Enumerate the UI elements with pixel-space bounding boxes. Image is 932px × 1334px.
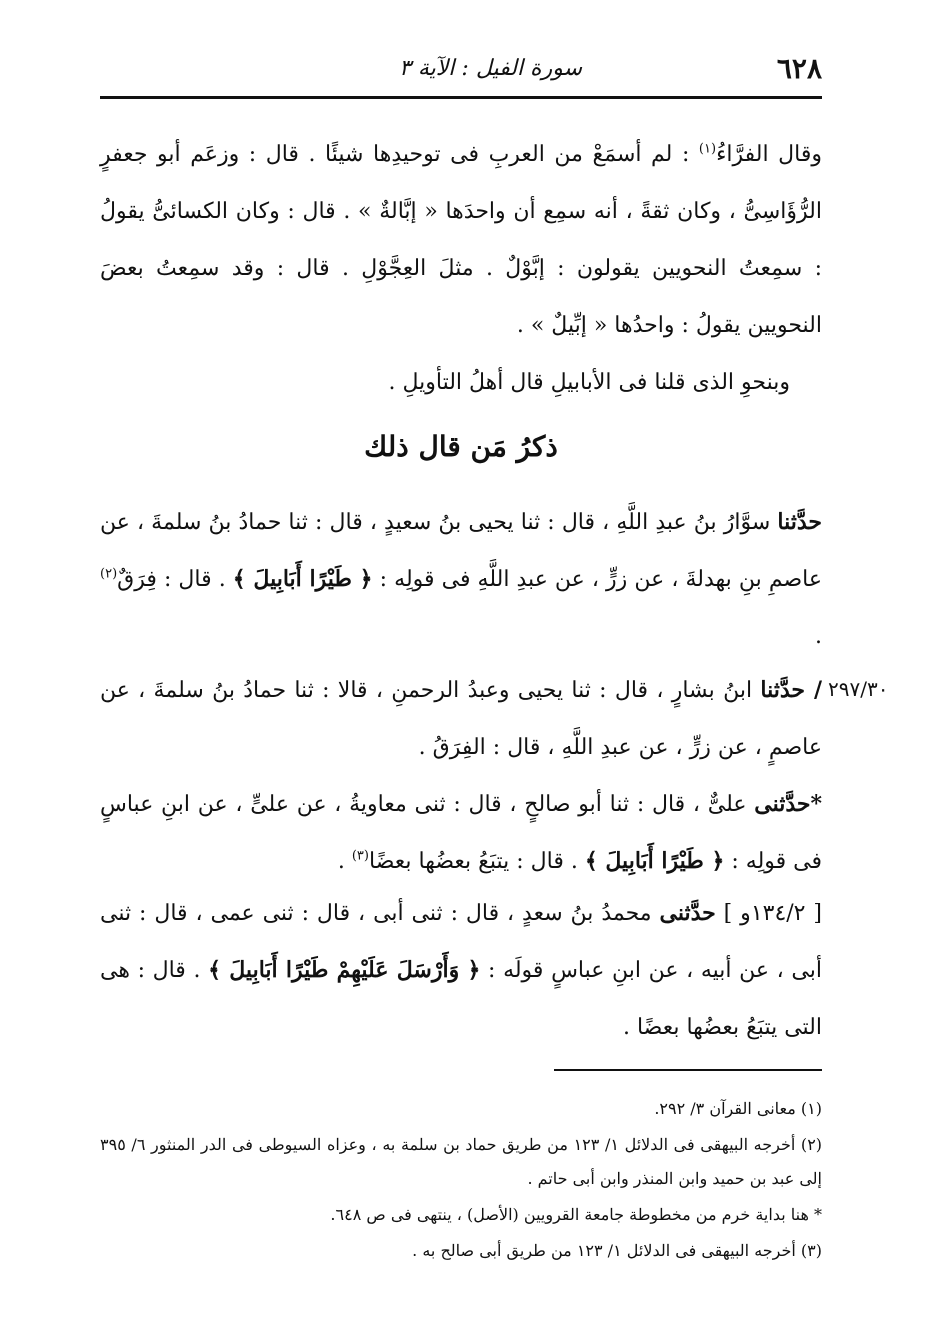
footnote-2: (٢) أخرجه البيهقى فى الدلائل ١/ ١٢٣ من طريق حماد بن سلمة به ، وعزاه السيوطى فى الدر المنثور ٦/ ٣٩٥ إلى عبد بن حميد وابن المنذر وابن أبى حاتم .	[100, 1135, 823, 1188]
paragraph-text: وبنحوِ الذى قلنا فى الأبابيلِ قال أهلُ التأويلِ .	[388, 370, 790, 395]
footnote-ref-1[interactable]: (١)	[698, 141, 717, 157]
paragraph-text: سوَّارُ بنُ عبدِ اللَّهِ ، قال : ثنا يحيى بنُ سعيدٍ ، قال : ثنا حمادُ بنُ سلمةَ ، عن عاصمِ بنِ بهدلةَ ، عن زرٍّ ، عن عبدِ اللَّهِ فى قولِه :	[100, 510, 822, 592]
quran-quote: ﴿ طَيْرًا أَبَابِيلَ ﴾	[584, 848, 725, 874]
hadith-3	[100, 776, 822, 890]
page-break-slash: /	[805, 677, 822, 703]
paragraph-tawil	[100, 354, 822, 411]
paragraph-text: .	[337, 849, 352, 874]
manuscript-ref: [ ١٣٤/٢و ]	[715, 901, 822, 926]
paragraph-text: .	[815, 624, 822, 649]
isnad-lead: حدَّثنا	[760, 677, 805, 703]
paragraph-text: علىٌّ ، قال : ثنا أبو صالحٍ ، قال : ثنى معاويةُ ، عن علىٍّ ، عن ابنِ عباسٍ فى قولِه :	[100, 792, 822, 874]
hadith-1	[100, 494, 822, 665]
footnote-1: (١) معانى القرآن ٣/ ٢٩٢.	[654, 1099, 822, 1118]
paragraph-farra	[100, 126, 822, 354]
isnad-lead: حدَّثنى	[754, 791, 811, 817]
footnote-3: (٣) أخرجه البيهقى فى الدلائل ١/ ١٢٣ من طريق أبى صالح به .	[412, 1241, 822, 1260]
footnote-asterisk: * هنا بداية خرم من مخطوطة جامعة القرويين (الأصل) ، ينتهى فى ص ٦٤٨.	[330, 1205, 822, 1224]
section-heading: ذكرُ مَن قال ذلك	[364, 430, 558, 463]
paragraph-text: وقال الفرَّاءُ	[716, 142, 822, 167]
footnote-ref-3[interactable]: (٣)	[351, 848, 369, 864]
paragraph-text: محمدُ بنُ سعدٍ ، قال : ثنى أبى ، قال : ثنى عمى ، قال : ثنى أبى ، عن أبيه ، عن ابنِ عباسٍ قولَه :	[100, 901, 822, 983]
quran-quote: ﴿ وَأَرْسَلَ عَلَيْهِمْ طَيْرًا أَبَابِيلَ ﴾	[208, 957, 481, 983]
footnote-ref-2[interactable]: (٢)	[100, 566, 118, 582]
running-title: سورة الفيل : الآية ٣	[399, 56, 582, 81]
isnad-lead: حدَّثنى	[659, 900, 716, 926]
footnote-rule	[554, 1069, 822, 1071]
quran-quote: ﴿ طَيْرًا أَبَابِيلَ ﴾	[232, 566, 373, 592]
page-header	[100, 50, 822, 94]
hadith-4	[100, 885, 822, 1056]
paragraph-text: ابنُ بشارٍ ، قال : ثنا يحيى وعبدُ الرحمنِ ، قالا : ثنا حمادُ بنُ سلمةَ ، عن عاصمٍ ، عن زرٍّ ، عن عبدِ اللَّهِ ، قال : الفِرَقُ .	[100, 678, 822, 760]
header-rule	[100, 96, 822, 99]
margin-volume-ref: ٢٩٧/٣٠	[828, 677, 889, 701]
page-number: ٦٢٨	[776, 52, 822, 85]
isnad-lead: حدَّثنا	[777, 509, 822, 535]
asterisk-marker: *	[810, 791, 822, 817]
paragraph-text: . قال : فِرَقٌ	[117, 567, 233, 592]
hadith-2	[100, 662, 822, 776]
paragraph-text: . قال : هى التى يتبَعُ بعضُها بعضًا .	[100, 958, 822, 1040]
paragraph-text: . قال : يتبَعُ بعضُها بعضًا	[368, 849, 585, 874]
paragraph-text: : لم أسمَعْ من العربِ فى توحيدِها شيئًا . قال : وزعَم أبو جعفرٍ الرُّؤَاسِىُّ ، وكان ثقةً ، أنه سمِع أن واحدَها « إبَّالةٌ » . قال : وكان الكسائىُّ يقولُ : سمِعتُ النحويين يقولون : إبَّوْلٌ . مثلَ العِجَّوْلِ . قال : وقد سمِعتُ بعضَ النحويين يقولُ : واحدُها « إبِّيلٌ » .	[100, 142, 822, 338]
